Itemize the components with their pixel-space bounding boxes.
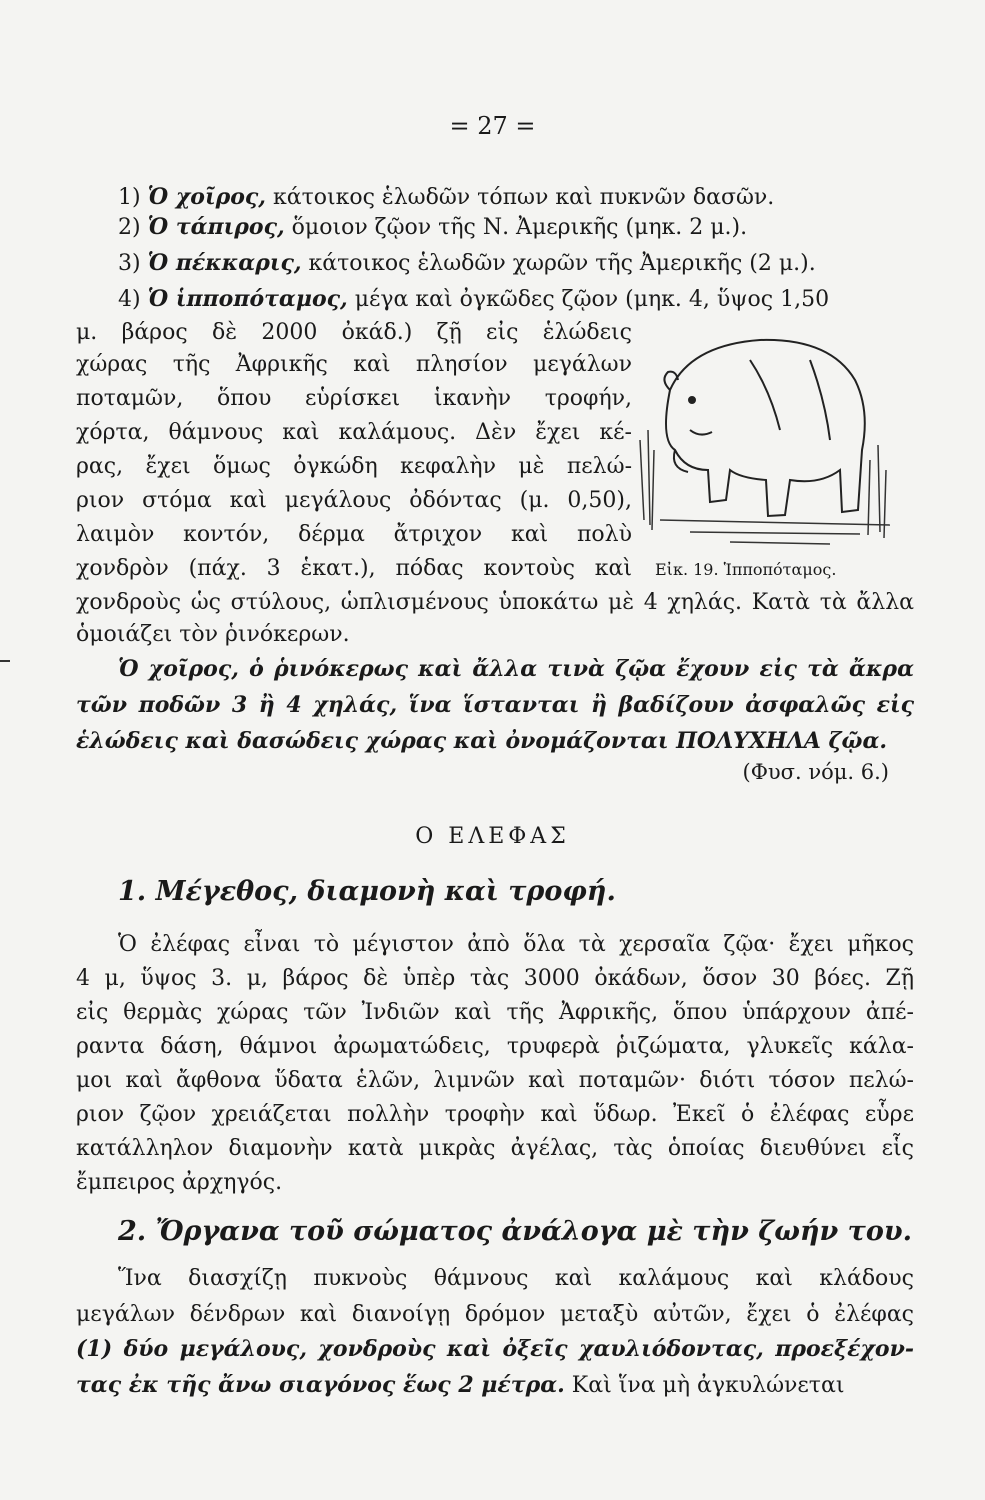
text-line: ποταμῶν, ὅπου εὑρίσκει ἱκανὴν τροφήν, [76,386,632,411]
margin-mark [0,660,10,662]
text-line: χονδρὸν (πάχ. 3 ἑκατ.), πόδας κοντοὺς καὶ [76,556,632,581]
chapter-title: Ο ΕΛΕΦΑΣ [415,824,570,849]
text-line: Ὁ ἐλέφας εἶναι τὸ μέγιστον ἀπὸ ὅλα τὰ χερσαῖα ζῷα· ἔχει μῆκος [118,932,914,957]
text-line: ραντα δάση, θάμνοι ἀρωματώδεις, τρυφερὰ ῥιζώματα, γλυκεῖς κάλα- [76,1034,914,1059]
rule-line: τῶν ποδῶν 3 ἢ 4 χηλάς, ἵνα ἵστανται ἢ βαδίζουν ἀσφαλῶς εἰς [76,692,914,718]
text-line: χόρτα, θάμνους καὶ καλάμους. Δὲν ἔχει κέ- [76,420,632,445]
text-line: ριον στόμα καὶ μεγάλους ὀδόντας (μ. 0,50), [76,488,632,513]
text-line: Ἵνα διασχίζῃ πυκνοὺς θάμνους καὶ καλάμους καὶ κλάδους [118,1266,914,1291]
text-line: χονδροὺς ὡς στύλους, ὡπλισμένους ὑποκάτω μὲ 4 χηλάς. Κατὰ τὰ ἄλλα [76,590,914,615]
text-line: μοι καὶ ἄφθονα ὕδατα ἑλῶν, λιμνῶν καὶ ποταμῶν· διότι τόσον πελώ- [76,1068,914,1093]
list-item: 3) Ὁ πέκκαρις, κάτοικος ἑλωδῶν χωρῶν τῆς Ἀμερικῆς (2 μ.). [118,250,816,276]
text-line: ὁμοιάζει τὸν ῥινόκερων. [76,622,350,647]
section-2-title: 2. Ὄργανα τοῦ σώματος ἀνάλογα μὲ τὴν ζωήν του. [118,1216,912,1247]
text-line: ρας, ἔχει ὅμως ὀγκώδη κεφαλὴν μὲ πελώ- [76,454,632,479]
text-line: (1) δύο μεγάλους, χονδροὺς καὶ ὀξεῖς χαυλιόδοντας, προεξέχον- [76,1336,914,1362]
figure-caption: Εἰκ. 19. Ἱπποπόταμος. [655,560,837,579]
text-line: λαιμὸν κοντόν, δέρμα ἄτριχον καὶ πολὺ [76,522,632,547]
text-line: μεγάλων δένδρων καὶ διανοίγῃ δρόμον μεταξὺ αὐτῶν, ἔχει ὁ ἐλέφας [76,1302,914,1327]
text-line: εἰς θερμὰς χώρας τῶν Ἰνδιῶν καὶ τῆς Ἀφρικῆς, ὅπου ὑπάρχουν ἀπέ- [76,1000,914,1025]
text-line: ριον ζῷον χρειάζεται πολλὴν τροφὴν καὶ ὕδωρ. Ἐκεῖ ὁ ἐλέφας εὗρε [76,1102,914,1127]
list-item: 2) Ὁ τάπιρος, ὅμοιον ζῷον τῆς Ν. Ἀμερικῆς (μηκ. 2 μ.). [118,214,748,240]
rule-line: ἑλώδεις καὶ δασώδεις χώρας καὶ ὀνομάζονται ΠΟΛΥΧΗΛΑ ζῷα. [76,728,888,754]
text-line: μ. βάρος δὲ 2000 ὀκάδ.) ζῇ εἰς ἑλώδεις [76,320,632,345]
text-line: τας ἐκ τῆς ἄνω σιαγόνος ἕως 2 μέτρα. Καὶ ἵνα μὴ ἀγκυλώνεται [76,1372,845,1398]
list-item: 1) Ὁ χοῖρος, κάτοικος ἑλωδῶν τόπων καὶ πυκνῶν δασῶν. [118,184,775,210]
rule-line: Ὁ χοῖρος, ὁ ῥινόκερως καὶ ἄλλα τινὰ ζῷα ἔχουν εἰς τὰ ἄκρα [118,656,914,682]
hippo-illustration [630,320,900,560]
text-line: 4 μ, ὕψος 3. μ, βάρος δὲ ὑπὲρ τὰς 3000 ὀκάδων, ὅσον 30 βόες. Ζῇ [76,966,914,991]
rule-source: (Φυσ. νόμ. 6.) [742,760,889,784]
text-line: χώρας τῆς Ἀφρικῆς καὶ πλησίον μεγάλων [76,352,632,377]
list-item: 4) Ὁ ἱπποπόταμος, μέγα καὶ ὀγκῶδες ζῷον (μηκ. 4, ὕψος 1,50 [118,286,830,312]
section-1-title: 1. Μέγεθος, διαμονὴ καὶ τροφή. [118,876,616,907]
page-number: = 27 = [449,112,536,140]
text-line: ἔμπειρος ἀρχηγός. [76,1170,283,1195]
text-line: κατάλληλον διαμονὴν κατὰ μικρὰς ἀγέλας, τὰς ὁποίας διευθύνει εἷς [76,1136,914,1161]
